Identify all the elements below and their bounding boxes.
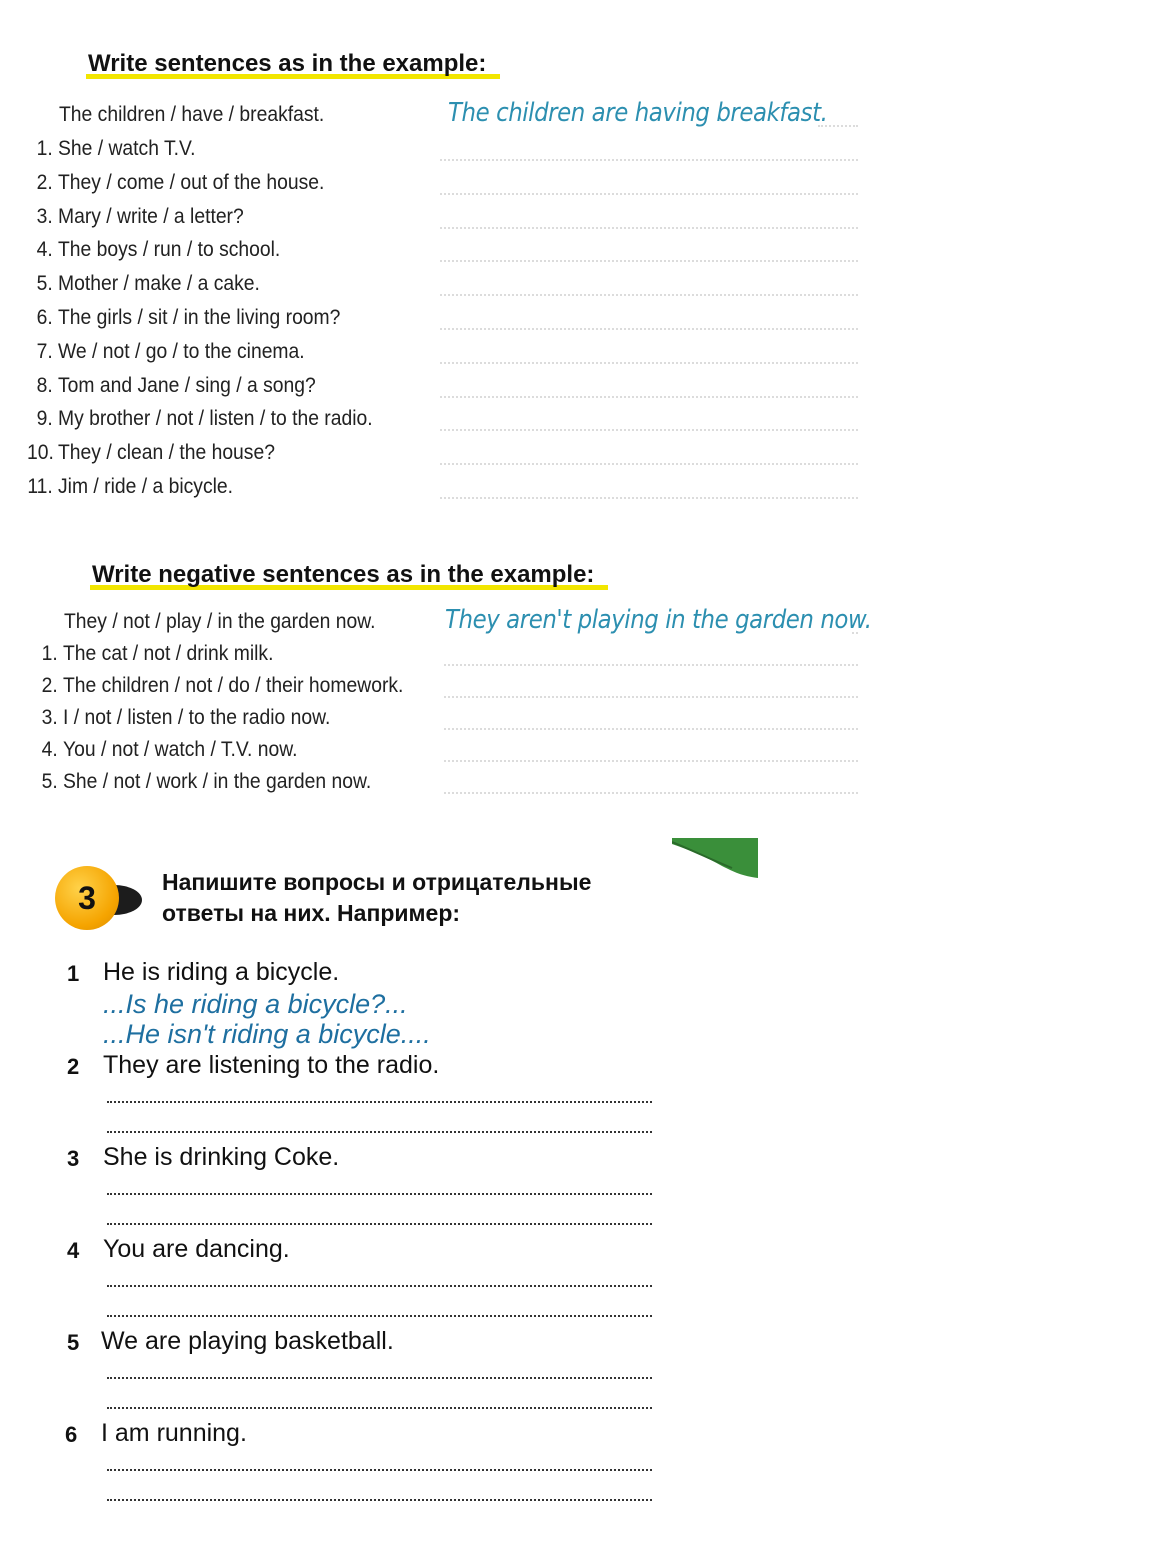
item-prompt: The girls / sit / in the living room? bbox=[58, 306, 341, 329]
answer-line[interactable] bbox=[107, 1285, 652, 1287]
item-prompt: They / clean / the house? bbox=[58, 441, 275, 465]
item-number: 1. bbox=[36, 137, 53, 160]
answer-line[interactable] bbox=[107, 1315, 652, 1317]
item-number: 2 bbox=[67, 1054, 80, 1079]
item-prompt: They / come / out of the house. bbox=[58, 170, 325, 194]
answer-line[interactable] bbox=[107, 1377, 652, 1379]
item-number: 5. bbox=[41, 770, 58, 793]
exercise1-example-prompt: The children / have / breakfast. bbox=[59, 103, 325, 126]
example-negative-answer: ...He isn't riding a bicycle.... bbox=[103, 1019, 431, 1049]
item-number: 8. bbox=[36, 373, 53, 397]
answer-line[interactable] bbox=[440, 294, 858, 296]
exercise3-title-line1: Напишите вопросы и отрицательные bbox=[162, 869, 592, 895]
item-sentence: You are dancing. bbox=[103, 1235, 290, 1263]
answer-line[interactable] bbox=[440, 227, 858, 229]
item-number: 1 bbox=[67, 961, 80, 986]
answer-line[interactable] bbox=[440, 159, 858, 161]
answer-line[interactable] bbox=[440, 396, 858, 398]
item-sentence: She is drinking Coke. bbox=[103, 1143, 340, 1171]
item-prompt: Mary / write / a letter? bbox=[58, 204, 244, 228]
item-prompt: She / not / work / in the garden now. bbox=[63, 770, 372, 793]
item-sentence: He is riding a bicycle. bbox=[103, 958, 340, 986]
exercise3-title-line2: ответы на них. Например: bbox=[162, 900, 461, 926]
answer-line[interactable] bbox=[440, 362, 858, 364]
item-prompt: The cat / not / drink milk. bbox=[63, 642, 274, 665]
item-prompt: The boys / run / to school. bbox=[58, 238, 281, 262]
exercise2-example-answer: They aren't playing in the garden now. bbox=[445, 605, 872, 635]
answer-line[interactable] bbox=[440, 260, 858, 262]
item-number: 11. bbox=[27, 475, 53, 498]
item-prompt: Mother / make / a cake. bbox=[58, 272, 260, 296]
exercise2-example-prompt: They / not / play / in the garden now. bbox=[64, 610, 376, 633]
answer-line[interactable] bbox=[107, 1193, 652, 1195]
answer-line[interactable] bbox=[440, 463, 858, 465]
item-sentence: We are playing basketball. bbox=[101, 1327, 394, 1355]
answer-line[interactable] bbox=[444, 696, 858, 698]
item-number: 2. bbox=[36, 170, 53, 194]
item-number: 3 bbox=[67, 1146, 80, 1171]
answer-line[interactable] bbox=[440, 193, 858, 195]
item-number: 4 bbox=[67, 1238, 80, 1263]
answer-line[interactable] bbox=[107, 1223, 652, 1225]
exercise2-title: Write negative sentences as in the example: bbox=[92, 561, 595, 588]
item-prompt: I / not / listen / to the radio now. bbox=[63, 706, 331, 729]
item-number: 5 bbox=[67, 1330, 80, 1355]
item-number: 4. bbox=[41, 738, 58, 761]
example-question-answer: ...Is he riding a bicycle?... bbox=[103, 989, 408, 1019]
answer-line[interactable] bbox=[444, 664, 858, 666]
item-number: 10. bbox=[27, 441, 54, 465]
answer-line[interactable] bbox=[107, 1407, 652, 1409]
answer-line[interactable] bbox=[107, 1499, 652, 1501]
badge-number: 3 bbox=[78, 879, 96, 916]
answer-line[interactable] bbox=[440, 328, 858, 330]
exercise3-number-badge bbox=[55, 866, 119, 930]
answer-line[interactable] bbox=[444, 792, 858, 794]
item-number: 6 bbox=[65, 1422, 78, 1447]
answer-line[interactable] bbox=[440, 429, 858, 431]
item-prompt: Jim / ride / a bicycle. bbox=[58, 475, 234, 498]
exercise1-title: Write sentences as in the example: bbox=[88, 50, 487, 77]
item-number: 3. bbox=[41, 706, 58, 729]
item-number: 1. bbox=[41, 642, 58, 665]
item-prompt: Tom and Jane / sing / a song? bbox=[58, 373, 316, 397]
answer-line[interactable] bbox=[444, 760, 858, 762]
item-number: 5. bbox=[36, 272, 53, 296]
leaf-decoration bbox=[672, 838, 758, 878]
item-sentence: I am running. bbox=[101, 1419, 247, 1447]
item-number: 6. bbox=[36, 306, 53, 329]
item-prompt: The children / not / do / their homework. bbox=[63, 674, 404, 697]
item-sentence: They are listening to the radio. bbox=[103, 1051, 440, 1079]
answer-line[interactable] bbox=[444, 728, 858, 730]
item-number: 2. bbox=[41, 674, 58, 697]
exercise1-example-answer: The children are having breakfast. bbox=[448, 98, 828, 128]
item-number: 9. bbox=[36, 407, 53, 431]
item-prompt: We / not / go / to the cinema. bbox=[58, 339, 305, 363]
item-number: 7. bbox=[36, 339, 53, 363]
item-prompt: She / watch T.V. bbox=[58, 137, 196, 160]
item-prompt: You / not / watch / T.V. now. bbox=[63, 738, 298, 761]
example-trailing-dots bbox=[852, 632, 858, 634]
item-prompt: My brother / not / listen / to the radio. bbox=[58, 407, 373, 431]
answer-line[interactable] bbox=[107, 1469, 652, 1471]
answer-line[interactable] bbox=[107, 1101, 652, 1103]
answer-line[interactable] bbox=[107, 1131, 652, 1133]
answer-line[interactable] bbox=[440, 497, 858, 499]
item-number: 3. bbox=[36, 204, 53, 228]
item-number: 4. bbox=[36, 238, 53, 262]
example-trailing-dots bbox=[818, 125, 858, 127]
